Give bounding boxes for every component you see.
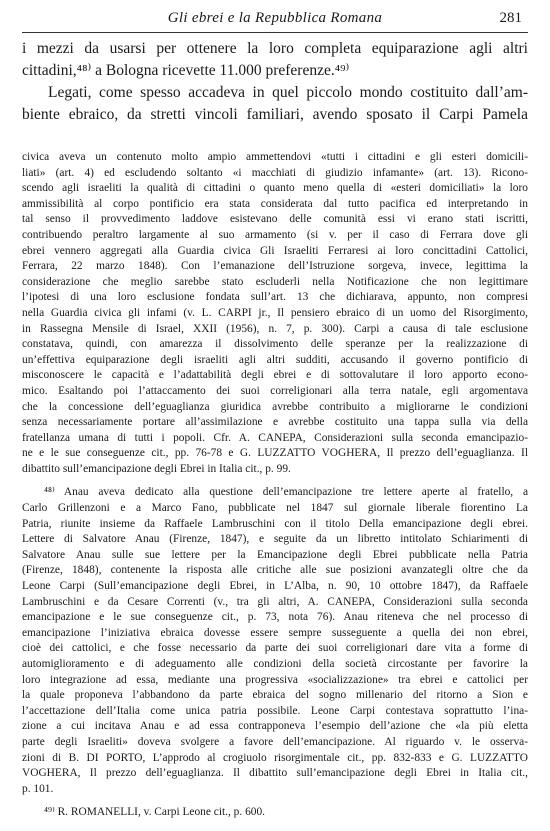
footnote-line: dibattito sull’emancipazione degli Ebrei in Italia cit., p. 99.	[22, 462, 291, 475]
main-text	[22, 38, 528, 126]
footnote-line: che la concessione dell’eguaglianza giuridica avrebbe contribuito a migliorarne le condizioni	[22, 400, 528, 413]
footnote-48	[22, 485, 528, 797]
footnotes	[22, 150, 528, 821]
footnote-line: Lambruschini e da Cesare Correnti (v., tra gli altri, A. CANEPA, Considerazioni sulla seconda	[22, 595, 528, 608]
main-text-line: Legati, come spesso accadeva in quel piccolo mondo costituito dall’am-	[48, 84, 528, 101]
footnote-line: Patria, riunite insieme da Raffaele Lambruschini con il titolo Della emancipazione degli ebrei.	[22, 517, 528, 530]
footnote-line: emancipazione l’iniziativa ebraica dovesse essere sempre susseguente a quella dei non ebrei,	[22, 626, 528, 639]
header-rule	[22, 32, 528, 33]
footnote-line: scendo agli israeliti la qualità di cittadini o quanto meno quella di «esteri domiciliati» la loro	[22, 182, 528, 195]
footnote-line: constatava, quindi, con amarezza il dissolvimento delle speranze per la realizzazione di	[22, 338, 528, 351]
footnote-line: un’effettiva equiparazione degli israeliti agli altri sudditi, accusando il governo pontificio di	[22, 353, 528, 366]
footnote-line: nella Guardia civica gli infami (v. L. CARPI jr., Il pensiero ebraico di un uomo del Risorgimento,	[22, 306, 528, 319]
footnote-line: Carlo Grillenzoni e a Marco Fano, pubblicate nel 1847 sul giornale liberale fiorentino La	[22, 502, 528, 515]
footnote-line: la quale proponeva l’abbandono da parte ebraica del sogno millenario del ritorno a Sion e	[22, 689, 528, 702]
footnote-line: VOGHERA, Il prezzo dell’eguaglianza. Il dibattito sull’emancipazione degli Ebrei in Italia cit.,	[22, 767, 528, 780]
main-text-line: biente ebraico, da stretti vincoli familiari, avendo sposato il Carpi Pamela	[22, 106, 528, 123]
footnote-gap	[22, 797, 528, 805]
running-title: Gli ebrei e la Repubblica Romana	[167, 10, 383, 26]
footnote-line: tal senso il provvedimento laddove esistevano delle comunità essi vi erano stati iscritti,	[22, 213, 528, 226]
footnote-49	[22, 805, 528, 821]
footnote-line: mico. Esaltando poi l’attaccamento dei suoi correligionari alla terra natale, egli argomentava	[22, 384, 528, 397]
footnote-line: misconoscere le capacità e l’adattabilità degli ebrei e di sottovalutare il loro apporto econo-	[22, 369, 528, 382]
running-header	[22, 8, 528, 30]
footnote-line: Salvatore Anau sulle sue lettere per la Emancipazione degli Ebrei pubblicate nella Patria	[22, 548, 528, 561]
footnote-line: zioni di B. DI PORTO, L’approdo al crogiuolo risorgimentale cit., pp. 832-833 e G. LUZZATTO	[22, 751, 528, 764]
footnote-line: (Firenze, 1848), contenente la risposta alle critiche alle sue posizioni avanzategli oltre che da	[22, 564, 528, 577]
footnote-line: senza necessariamente portare all’assimilazione e avrebbe costituito una tappa sulla via della	[22, 416, 528, 429]
footnote-line: p. 101.	[22, 782, 54, 795]
footnote-line: ⁴⁹⁾ R. ROMANELLI, v. Carpi Leone cit., p. 600.	[44, 806, 266, 819]
footnote-line: cioè dei cattolici, e che fosse necessario da parte dei suoi correligionari dare vita a forme di	[22, 642, 528, 655]
footnote-line: contribuendo peraltro largamente al suo armamento (si v. per il caso di Ferrara dove gli	[22, 228, 528, 241]
footnote-line: ⁴⁸⁾ Anau aveva dedicato alla questione dell’emancipazione tre lettere aperte al fratello, a	[44, 486, 528, 499]
footnote-line: ne e le sue conseguenze cit., pp. 76-78 e G. LUZZATTO VOGHERA, Il prezzo dell’eguaglianza. Il	[22, 447, 528, 460]
footnote-line: loro integrazione ad essa, mediante una progressiva «socializzazione» tra ebrei e cattolici per	[22, 673, 528, 686]
footnote-gap	[22, 477, 528, 485]
footnote-line: in Rassegna Mensile di Israel, XXII (1956), n. 7, p. 300). Carpi a causa di tale esclusione	[22, 322, 528, 335]
footnote-line: automiglioramento e di adeguamento alle condizioni della società circostante per favorire la	[22, 658, 528, 670]
footnote-line: fratellanza umana di tutti i popoli. Cfr. A. CANEPA, Considerazioni sulla seconda emancipazio-	[22, 431, 528, 444]
footnote-line: liati» (art. 4) ed escludendo soltanto «i macchiati di giudizio infamante» (art. 13). Ricono-	[22, 166, 528, 179]
footnote-line: parte degli Israeliti» doveva svolgere a favore dell’emancipazione. Al riguardo v. le osserva-	[22, 735, 528, 748]
footnote-line: Leone Carpi (Sull’emancipazione degli Ebrei, in L’Alba, n. 90, 10 ottobre 1847), da Raffaele	[22, 580, 528, 593]
footnote-47-continuation	[22, 150, 528, 477]
footnote-line: ammissibilità al corpo pontificio era stata considerata dal tutto pacifica ed interpretando in	[22, 197, 528, 210]
main-text-line: cittadini,⁴⁸⁾ a Bologna ricevette 11.000 preferenze.⁴⁹⁾	[22, 62, 350, 79]
footnote-line: emancipazione e le sue conseguenze cit., p. 73, nota 76). Anau riteneva che nel processo di	[22, 611, 528, 624]
footnote-line: l’ipotesi di una loro esclusione fondata sull’art. 13 che dichiarava, appunto, non compresi	[22, 291, 528, 304]
footnote-line: l’accettazione dell’Italia come unica patria possibile. Leone Carpi contestava soprattutto l’ina-	[22, 704, 528, 717]
page-number: 281	[499, 10, 522, 26]
footnote-line: civica aveva un contenuto molto ampio ammettendovi «tutti i cittadini e gli esteri domicili-	[22, 151, 528, 163]
footnote-line: zione a cui incitava Anau e ad essa contrapponeva l’esempio dell’azione che «la più eletta	[22, 720, 528, 733]
main-text-line: i mezzi da usarsi per ottenere la loro completa equiparazione agli altri	[22, 40, 528, 57]
footnote-line: Lettere di Salvatore Anau (Firenze, 1847), e seguite da un libretto intitolato Schiarimenti di	[22, 533, 528, 546]
footnote-line: Ferrara, 22 marzo 1848). Con l’emanazione dell’Istruzione sorgeva, invece, legittima la	[22, 260, 528, 273]
footnote-line: ebrei vennero aggregati alla Guardia civica Gli Israeliti Ferraresi ai loro concittadini Cattolici,	[22, 244, 528, 257]
footnote-line: considerazione che meglio sarebbe stato escluderli nella Notificazione che non legittimare	[22, 275, 528, 288]
